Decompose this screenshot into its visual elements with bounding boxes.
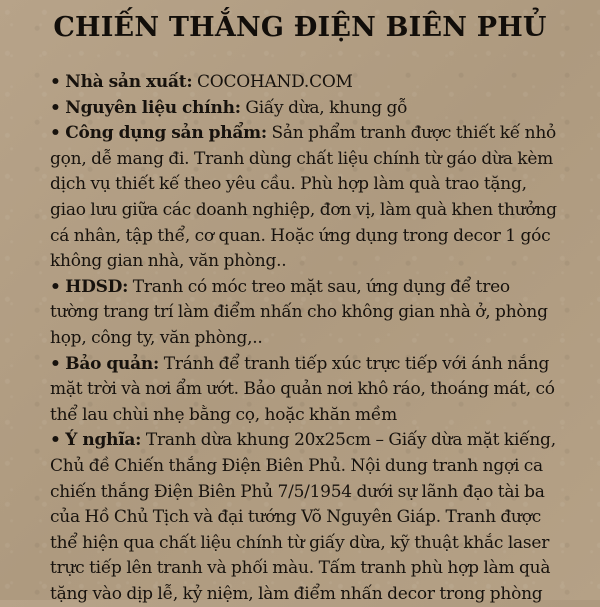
item-label: Công dụng sản phẩm: bbox=[65, 123, 267, 144]
bullet-icon: • bbox=[50, 353, 61, 374]
item-text: Giấy dừa, khung gỗ bbox=[240, 97, 408, 118]
item-label: Nguyên liệu chính: bbox=[65, 97, 241, 118]
list-item-manufacturer bbox=[50, 70, 562, 96]
item-text: Tránh để tranh tiếp xúc trực tiếp với ánh nắng mặt trời và nơi ẩm ướt. Bảo quản nơi khô ráo, thoáng mát, có thể lau chùi nhẹ bằng cọ, hoặc khăn mềm bbox=[50, 353, 555, 425]
bullet-icon: • bbox=[50, 123, 61, 144]
list-item-instructions bbox=[50, 275, 562, 352]
list-item-material bbox=[50, 96, 562, 122]
item-label: Bảo quản: bbox=[65, 353, 160, 374]
item-text: COCOHAND.COM bbox=[192, 72, 353, 92]
list-item-storage bbox=[50, 352, 562, 429]
list-item-meaning bbox=[50, 428, 562, 607]
spec-list bbox=[50, 70, 562, 607]
item-text: Tranh có móc treo mặt sau, ứng dụng để treo tường trang trí làm điểm nhấn cho không gian nhà ở, phòng họp, công ty, văn phòng,.. bbox=[50, 276, 548, 348]
item-label: HDSD: bbox=[65, 276, 129, 297]
bullet-icon: • bbox=[50, 430, 61, 451]
item-text: Sản phẩm tranh được thiết kế nhỏ gọn, dễ mang đi. Tranh dùng chất liệu chính từ gáo dừa kèm dịch vụ thiết kế theo yêu cầu. Phù hợp làm quà trao tặng, giao lưu giữa các doanh nghiệp, đơn vị, làm quà khen thưởng cá nhân, tập thể, cơ quan. Hoặc ứng dụng trong decor 1 góc không gian nhà, văn phòng.. bbox=[50, 123, 557, 272]
bullet-icon: • bbox=[50, 97, 61, 118]
bullet-icon: • bbox=[50, 72, 61, 92]
item-label: Ý nghĩa: bbox=[65, 430, 142, 451]
page-title: CHIẾN THẮNG ĐIỆN BIÊN PHỦ bbox=[53, 12, 547, 43]
list-item-usage bbox=[50, 121, 562, 275]
item-label: Nhà sản xuất: bbox=[65, 72, 193, 92]
item-text: Tranh dừa khung 20x25cm – Giấy dừa mặt kiếng, Chủ đề Chiến thắng Điện Biên Phủ. Nội dung tranh ngợi ca chiến thắng Điện Biên Phủ 7/5/1954 dưới sự lãnh đạo tài ba của Hồ Chủ Tịch và đại tướng Võ Nguyên Giáp. Tranh được thể hiện qua chất liệu chính từ giấy dừa, kỹ thuật khắc laser trực tiếp lên tranh và phối màu. Tấm tranh phù hợp làm quà tặng vào dịp lễ, kỷ niệm, làm điểm nhấn decor trong phòng bbox=[50, 430, 556, 604]
bullet-icon: • bbox=[50, 276, 61, 297]
